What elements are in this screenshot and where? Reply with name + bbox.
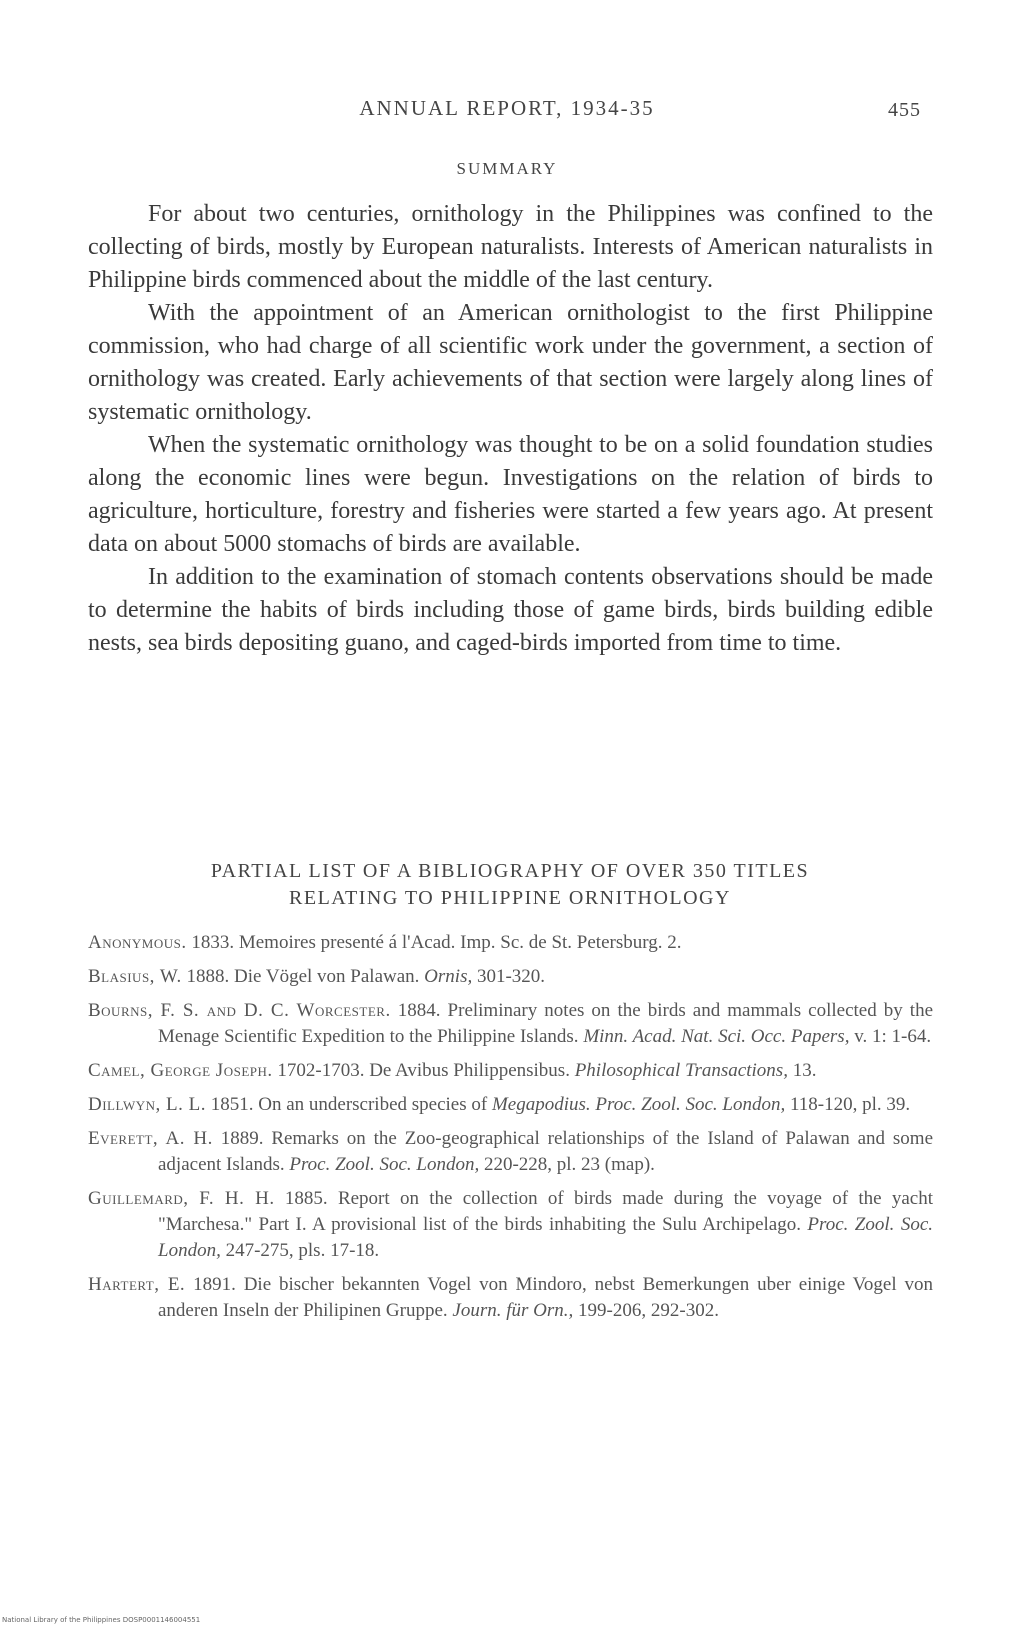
entry-year: 1702-1703. — [277, 1060, 365, 1081]
entry-journal: Proc. Zool. Soc. London, — [158, 1214, 934, 1261]
bibliography-heading — [80, 858, 940, 912]
entry-pages: 118-120, pl. 39. — [789, 1094, 911, 1115]
entry-year: 1833. — [191, 932, 235, 953]
running-header-title: ANNUAL REPORT, 1934-35 — [359, 96, 655, 120]
entry-journal: Proc. Zool. Soc. London, — [289, 1154, 480, 1175]
entry-journal: Ornis, — [424, 966, 473, 987]
bibliography-entry — [88, 1186, 933, 1264]
entry-journal: Minn. Acad. Nat. Sci. Occ. Papers, — [583, 1026, 850, 1047]
bibliography-entry — [88, 930, 933, 956]
entry-year: 1885. — [284, 1188, 328, 1209]
entry-pages: v. 1: 1-64. — [854, 1026, 932, 1047]
summary-paragraph: With the appointment of an American ornithologist to the first Philippine commission, who had charge of all scientific work under the government, a section of ornithology was created. Early achievements of that section were largely along lines of systematic ornithology. — [88, 300, 933, 425]
bibliography-entry — [88, 964, 933, 990]
entry-pages: 199-206, 292-302. — [578, 1300, 719, 1321]
entry-author: Dillwyn, L. L. — [88, 1094, 206, 1115]
entry-pages: 301-320. — [476, 966, 546, 987]
entry-pages: 220-228, pl. 23 (map). — [483, 1154, 655, 1175]
entry-text: Memoires presenté á l'Acad. Imp. Sc. de St. Petersburg. 2. — [238, 932, 682, 953]
entry-author: Blasius, W. — [88, 966, 182, 987]
entry-text: Report on the collection of birds made during the voyage of the yacht "Marchesa." Part I. A provisional list of the birds inhabiting the Sulu Archipelago. — [158, 1188, 934, 1235]
bibliography-entry — [88, 1092, 933, 1118]
bibliography-list — [88, 930, 933, 1332]
summary-paragraph: When the systematic ornithology was thought to be on a solid foundation studies along the economic lines were begun. Investigations on the relation of birds to agriculture, horticulture, forestry and fisheries were started a few years ago. At present data on about 5000 stomachs of birds are available. — [88, 432, 933, 557]
entry-text: Remarks on the Zoo-geographical relationships of the Island of Palawan and some adjacent Islands. — [158, 1128, 934, 1175]
entry-author: Anonymous. — [88, 932, 187, 953]
summary-paragraph: In addition to the examination of stomach contents observations should be made to determine the habits of birds including those of game birds, birds building edible nests, sea birds depositing guano, and caged-birds imported from time to time. — [88, 564, 933, 656]
bibliography-entry — [88, 1272, 933, 1324]
entry-year: 1851. — [210, 1094, 254, 1115]
bibliography-heading-line2: RELATING TO PHILIPPINE ORNITHOLOGY — [289, 887, 731, 909]
entry-text: Die bischer bekannten Vogel von Mindoro, nebst Bemerkungen uber einige Vogel von anderen Inseln der Philipinen Gruppe. — [158, 1274, 934, 1321]
entry-text: On an underscribed species of — [258, 1094, 488, 1115]
summary-heading: SUMMARY — [456, 159, 558, 178]
entry-journal: Megapodius. Proc. Zool. Soc. London, — [491, 1094, 786, 1115]
summary-paragraph: For about two centuries, ornithology in the Philippines was confined to the collecting of birds, mostly by European naturalists. Interests of American naturalists in Philippine birds commenced about the middle of the last century. — [88, 201, 933, 293]
entry-year: 1888. — [186, 966, 230, 987]
bibliography-entry — [88, 1058, 933, 1084]
summary-body — [88, 198, 933, 660]
entry-pages: 247-275, pls. 17-18. — [225, 1240, 380, 1261]
page-number: 455 — [888, 99, 921, 121]
entry-author: Everett, A. H. — [88, 1128, 213, 1149]
bibliography-entry — [88, 998, 933, 1050]
entry-author: Guillemard, F. H. H. — [88, 1188, 275, 1209]
bibliography-heading-line1: PARTIAL LIST OF A BIBLIOGRAPHY OF OVER 350 TITLES — [210, 860, 810, 882]
entry-text: Preliminary notes on the birds and mammals collected by the Menage Scientific Expedition to the Philippine Islands. — [158, 1000, 934, 1047]
entry-journal: Journ. für Orn., — [452, 1300, 574, 1321]
entry-year: 1889. — [220, 1128, 264, 1149]
scan-footer: National Library of the Philippines DOSP0001146004551 — [2, 1616, 201, 1624]
entry-year: 1884. — [397, 1000, 441, 1021]
entry-text: De Avibus Philippensibus. — [369, 1060, 570, 1081]
entry-pages: 13. — [792, 1060, 817, 1081]
bibliography-entry — [88, 1126, 933, 1178]
entry-author: Camel, George Joseph. — [88, 1060, 273, 1081]
entry-author: Bourns, F. S. and D. C. Worcester. — [88, 1000, 391, 1021]
entry-text: Die Vögel von Palawan. — [234, 966, 420, 987]
entry-year: 1891. — [193, 1274, 236, 1295]
entry-author: Hartert, E. — [88, 1274, 186, 1295]
entry-journal: Philosophical Transactions, — [574, 1060, 788, 1081]
